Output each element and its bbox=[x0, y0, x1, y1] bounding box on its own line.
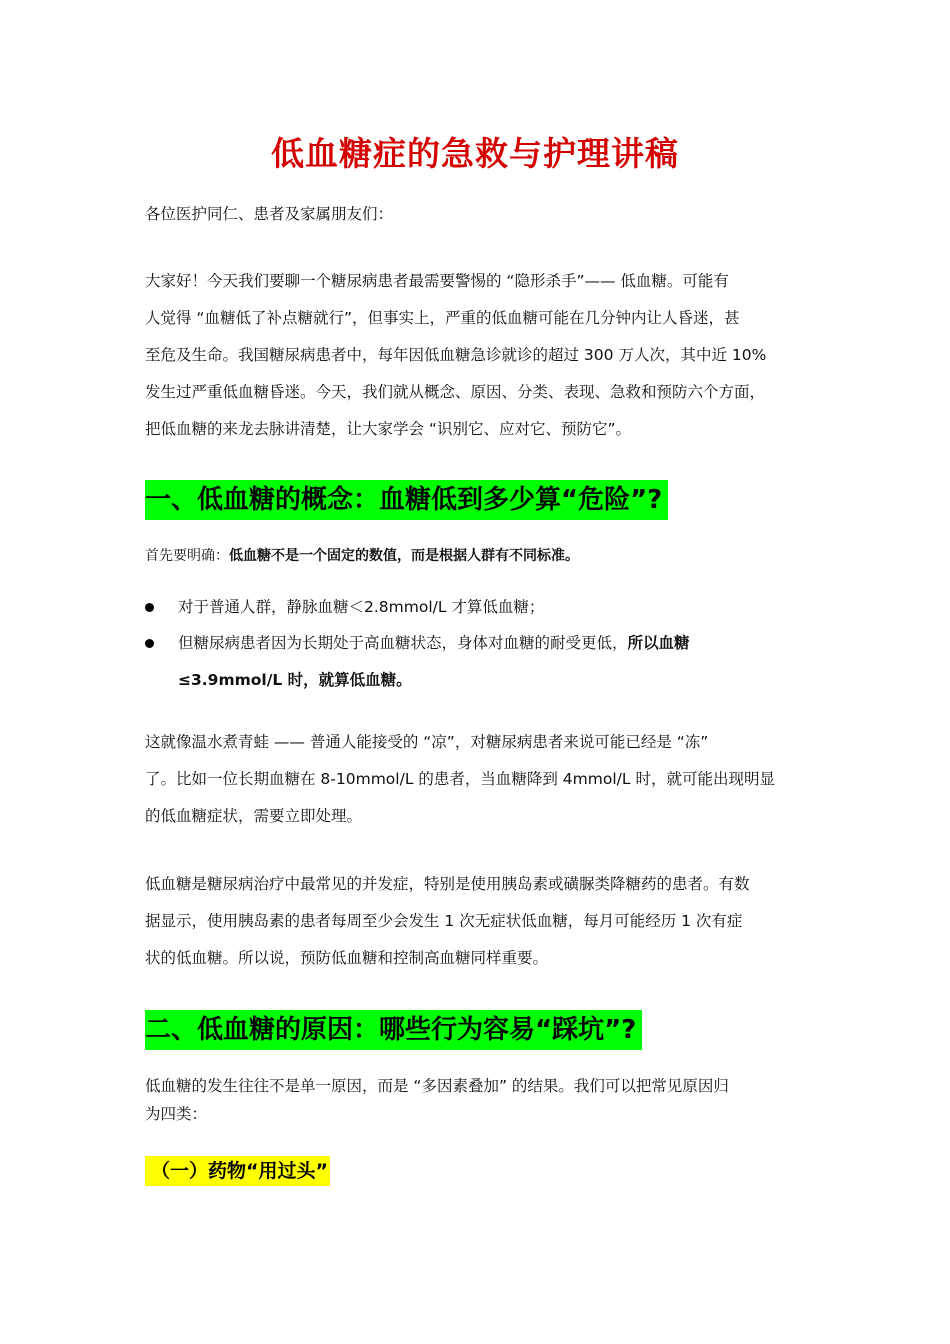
paragraph-line: 据显示，使用胰岛素的患者每周至少会发生 1 次无症状低血糖，每月可能经历 1 次有症 bbox=[145, 912, 743, 930]
intro-line: 把低血糖的来龙去脉讲清楚，让大家学会 “识别它、应对它、预防它”。 bbox=[145, 420, 631, 438]
bullet-dot-icon bbox=[145, 639, 154, 648]
section1-lead bbox=[145, 538, 810, 575]
intro-line: 大家好！今天我们要聊一个糖尿病患者最需要警惕的 “隐形杀手”—— 低血糖。可能有 bbox=[145, 272, 729, 290]
paragraph-line: 为四类： bbox=[145, 1105, 208, 1123]
bullet-text bbox=[178, 625, 798, 662]
paragraph-line: 状的低血糖。所以说，预防低血糖和控制高血糖同样重要。 bbox=[145, 949, 549, 967]
intro-line: 发生过严重低血糖昏迷。今天，我们就从概念、原因、分类、表现、急救和预防六个方面， bbox=[145, 383, 766, 401]
lead-plain: 首先要明确： bbox=[145, 548, 229, 564]
lead-bold: 低血糖不是一个固定的数值，而是根据人群有不同标准。 bbox=[229, 548, 579, 564]
section2-heading: 二、低血糖的原因：哪些行为容易“踩坑”? bbox=[145, 1010, 642, 1050]
section1-heading: 一、低血糖的概念：血糖低到多少算“危险”? bbox=[145, 480, 668, 520]
document-title: 低血糖症的急救与护理讲稿 bbox=[271, 134, 679, 173]
paragraph-line: 低血糖是糖尿病治疗中最常见的并发症，特别是使用胰岛素或磺脲类降糖药的患者。有数 bbox=[145, 875, 750, 893]
paragraph-line: 低血糖的发生往往不是单一原因，而是 “多因素叠加” 的结果。我们可以把常见原因归 bbox=[145, 1077, 729, 1095]
paragraph-line: 了。比如一位长期血糖在 8-10mmol/L 的患者，当血糖降到 4mmol/L 时，就可能出现明显 bbox=[145, 770, 775, 788]
bullet-text-plain: 但糖尿病患者因为长期处于高血糖状态，身体对血糖的耐受更低， bbox=[178, 634, 628, 652]
section2-subheading: （一）药物“用过头” bbox=[145, 1156, 330, 1186]
greeting: 各位医护同仁、患者及家属朋友们： bbox=[145, 205, 394, 223]
bullet-item bbox=[145, 625, 810, 705]
intro-line: 人觉得 “血糖低了补点糖就行”，但事实上，严重的低血糖可能在几分钟内让人昏迷，甚 bbox=[145, 309, 740, 327]
bullet-text-bold: 所以血糖 bbox=[627, 634, 690, 652]
paragraph-line: 的低血糖症状，需要立即处理。 bbox=[145, 807, 363, 825]
intro-line: 至危及生命。我国糖尿病患者中，每年因低血糖急诊就诊的超过 300 万人次，其中近 10% bbox=[145, 346, 767, 364]
bullet-text-bold-line: ≤3.9mmol/L 时，就算低血糖。 bbox=[178, 671, 412, 689]
bullet-text: 对于普通人群，静脉血糖＜2.8mmol/L 才算低血糖； bbox=[178, 598, 545, 616]
paragraph-line: 这就像温水煮青蛙 —— 普通人能接受的 “凉”，对糖尿病患者来说可能已经是 “冻” bbox=[145, 733, 709, 751]
bullet-dot-icon bbox=[145, 603, 154, 612]
